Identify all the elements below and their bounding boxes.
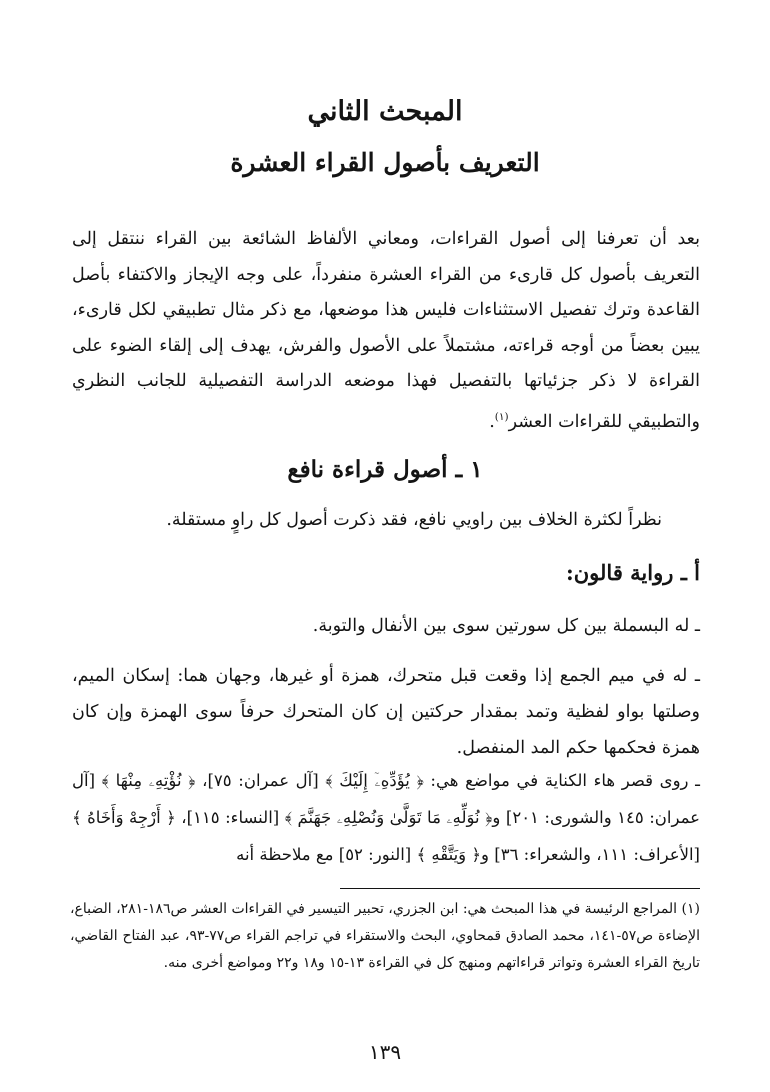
footnote-divider	[340, 888, 700, 889]
footnote: (١) المراجع الرئيسة في هذا المبحث هي: ابن الجزري، تحبير التيسير في القراءات العشر ص١٨٦-٢٨١، الضباع، الإضاءة ص٥٧-١٤١، محمد الصادق قمحاوي، البحث والاستقراء في تراجم القراء ص٧٧-٩٣، عبد الفتاح القاضي، تاريخ القراء العشرة وتواتر قراءاتهم ومنهج كل في القراءة ١٣-١٥ و١٨ و٢٢ ومواضع أخرى منه.	[70, 901, 701, 971]
page-title: المبحث الثاني	[307, 96, 463, 127]
intro-paragraph	[72, 222, 700, 440]
rule-mim-jam: ـ له في ميم الجمع إذا وقعت قبل متحرك، همزة أو غيرها، وجهان هما: إسكان الميم، وصلتها بواو لفظية وتمد بمقدار حركتين إن كان المتحرك حرفاً سوى الهمزة وإن كان همزة فحكمها حكم المد المنفصل.	[72, 666, 700, 758]
page-number: ١٣٩	[368, 1040, 402, 1064]
section-intro: نظراً لكثرة الخلاف بين راويي نافع، فقد ذكرت أصول كل راوٍ مستقلة.	[166, 510, 662, 530]
rule-basmala: ـ له البسملة بين كل سورتين سوى بين الأنفال والتوبة.	[312, 616, 700, 636]
intro-end: .	[489, 411, 495, 432]
section-title: ١ ـ أصول قراءة نافع	[287, 456, 483, 483]
sub-heading-qalun: أ ـ رواية قالون:	[566, 560, 700, 585]
footnote-reference[interactable]: (١)	[494, 410, 509, 423]
rule-ha-kinaya: ـ روى قصر هاء الكناية في مواضع هي: ﴿ يُؤَدِّهِۦٓ إِلَيْكَ ﴾ [آل عمران: ٧٥]، ﴿ نُؤْتِهِۦ مِنْهَا ﴾ [آل عمران: ١٤٥ والشورى: ٢٠١] و﴿ نُوَلِّهِۦ مَا تَوَلَّىٰ وَنُصْلِهِۦ جَهَنَّمَ ﴾ [النساء: ١١٥]، ﴿ أَرْجِهْ وَأَخَاهُ ﴾ [الأعراف: ١١١، والشعراء: ٣٦] و﴿ وَيَتَّقْهِ ﴾ [النور: ٥٢] مع ملاحظة أنه	[72, 771, 700, 864]
intro-text: بعد أن تعرفنا إلى أصول القراءات، ومعاني الألفاظ الشائعة بين القراء ننتقل إلى التعريف بأصول كل قارىء من القراء العشرة منفرداً، على وجه الإيجاز والاكتفاء بأصل القاعدة وترك تفصيل الاستثناءات فليس هذا موضعها، مع ذكر مثال تطبيقي لكل قارىء، يبين بعضاً من أوجه قراءته، مشتملاً على الأصول والفرش، يهدف إلى إلقاء الضوء على القراءة لا ذكر جزئياتها بالتفصيل فهذا موضعه الدراسة التفصيلية للجانب النظري والتطبيقي للقراءات العشر	[72, 229, 700, 432]
page-subtitle: التعريف بأصول القراء العشرة	[230, 148, 540, 177]
